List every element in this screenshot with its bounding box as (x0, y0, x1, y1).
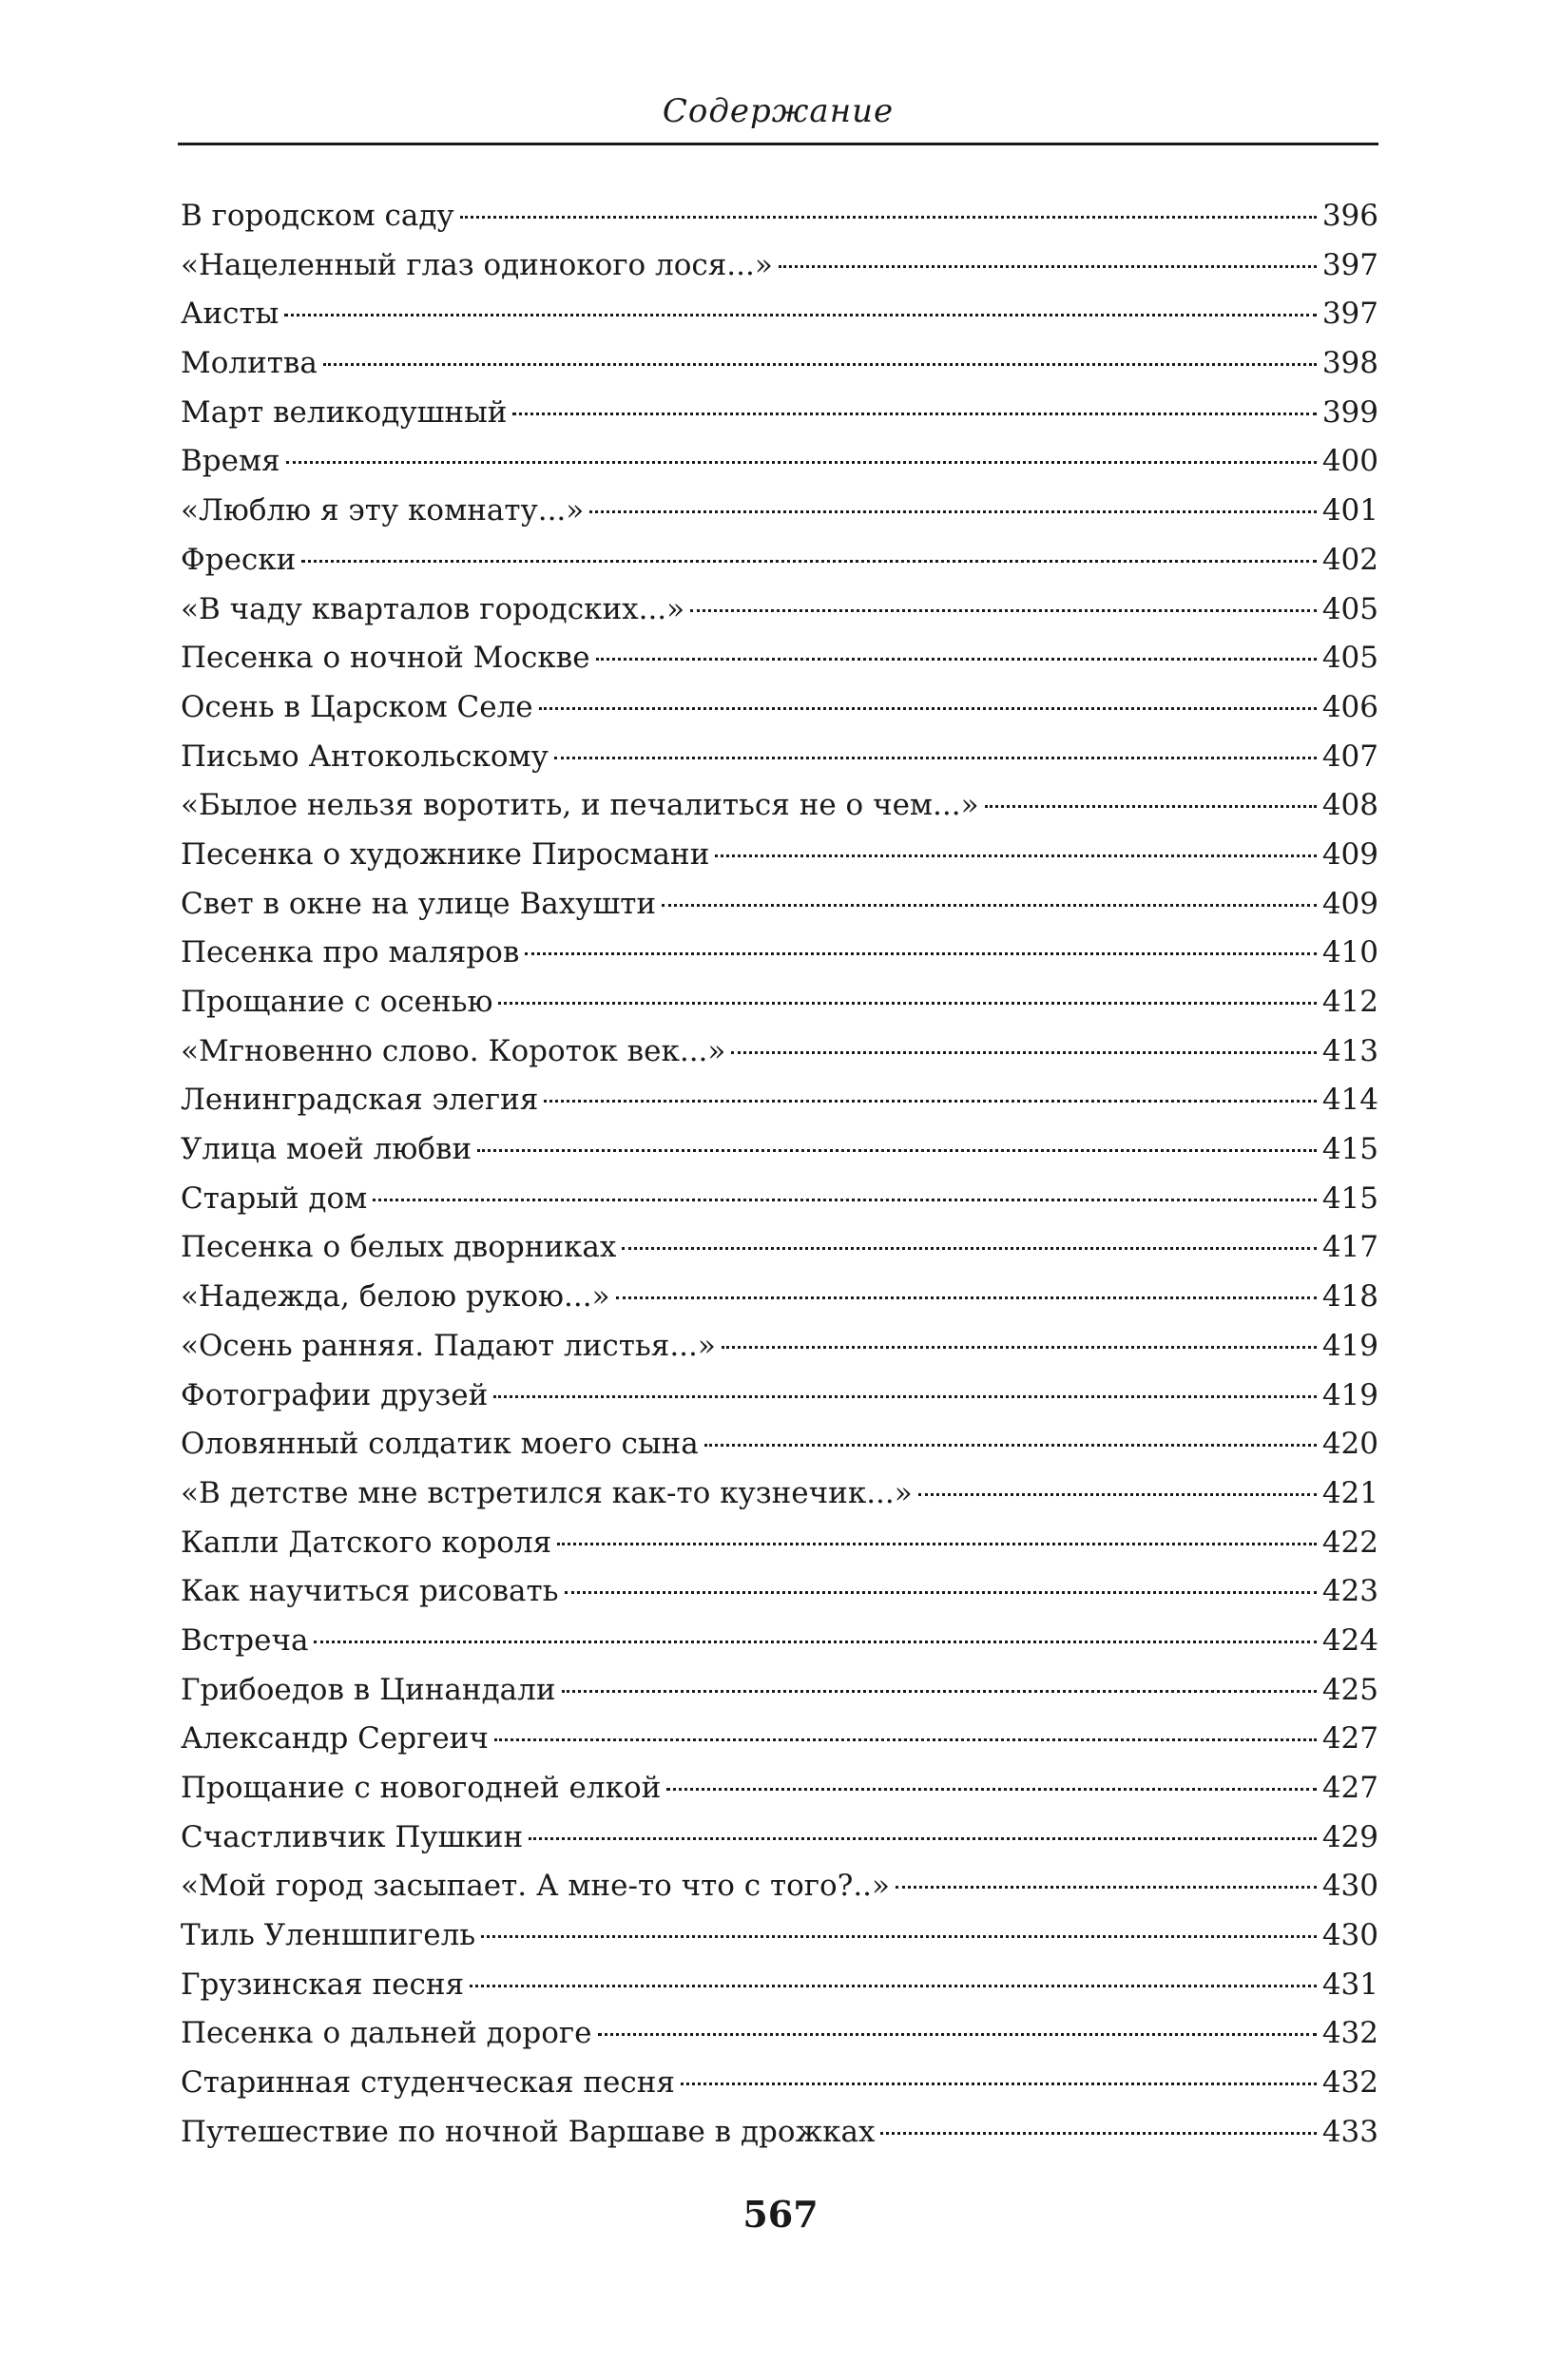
toc-entry-page: 422 (1321, 1525, 1378, 1560)
dot-leader (539, 707, 1317, 710)
header-rule (178, 143, 1378, 145)
toc-entry-page: 425 (1321, 1672, 1378, 1707)
toc-entry-title: Прощание с новогодней елкой (181, 1771, 662, 1805)
toc-entry-page: 427 (1321, 1721, 1378, 1756)
toc-entry-title: Тиль Уленшпигель (181, 1918, 476, 1953)
toc-entry-page: 401 (1321, 493, 1378, 528)
toc-entry-page: 408 (1321, 788, 1378, 823)
toc-entry (181, 831, 1378, 880)
page-number: 567 (742, 2193, 819, 2236)
toc-entry (181, 634, 1378, 683)
toc-entry-title: Молитва (181, 346, 318, 381)
toc-entry (181, 1469, 1378, 1519)
dot-leader (323, 363, 1317, 366)
toc-entry-page: 414 (1321, 1083, 1378, 1118)
toc-entry-page: 398 (1321, 346, 1378, 381)
dot-leader (662, 904, 1317, 907)
dot-leader (666, 1788, 1317, 1791)
toc-entry-title: «Люблю я эту комнату...» (181, 493, 585, 528)
dot-leader (722, 1346, 1317, 1349)
toc-entry (181, 1764, 1378, 1814)
dot-leader (985, 805, 1317, 808)
toc-entry-page: 415 (1321, 1180, 1378, 1216)
toc-entry-page: 430 (1321, 1918, 1378, 1953)
toc-entry-page: 410 (1321, 935, 1378, 970)
dot-leader (301, 560, 1317, 563)
toc-entry-title: Капли Датского короля (181, 1525, 552, 1560)
toc-entry (181, 339, 1378, 389)
toc-entry-page: 432 (1321, 2065, 1378, 2101)
toc-entry-page: 432 (1321, 2016, 1378, 2051)
toc-entry (181, 929, 1378, 978)
dot-leader (715, 854, 1316, 857)
toc-entry-page: 427 (1321, 1771, 1378, 1805)
toc-entry (181, 1961, 1378, 2010)
dot-leader (494, 1738, 1317, 1741)
toc-entry-page: 405 (1321, 641, 1378, 676)
toc-entry-page: 417 (1321, 1230, 1378, 1265)
toc-entry (181, 1911, 1378, 1961)
toc-entry-title: Фрески (181, 542, 297, 577)
toc-entry-title: Март великодушный (181, 394, 508, 430)
toc-entry-title: Фотографии друзей (181, 1377, 489, 1412)
dot-leader (460, 216, 1317, 219)
dot-leader (690, 609, 1317, 612)
dot-leader (565, 1591, 1317, 1594)
toc-entry-title: «Мгновенно слово. Короток век...» (181, 1033, 726, 1068)
toc-entry (181, 1076, 1378, 1125)
toc-entry-title: Прощание с осенью (181, 985, 493, 1019)
dot-leader (529, 1837, 1317, 1840)
dot-leader (557, 1543, 1317, 1545)
toc-entry-page: 430 (1321, 1869, 1378, 1904)
dot-leader (704, 1444, 1317, 1447)
toc-entry-page: 423 (1321, 1574, 1378, 1609)
toc-entry-title: Грузинская песня (181, 1967, 465, 2002)
toc-entry-page: 418 (1321, 1279, 1378, 1315)
toc-entry-title: «В чаду кварталов городских...» (181, 591, 685, 626)
toc-entry-title: Песенка о дальней дороге (181, 2016, 592, 2051)
toc-entry-title: Песенка о ночной Москве (181, 641, 590, 676)
toc-entry-title: Встреча (181, 1622, 309, 1658)
toc-entry (181, 437, 1378, 487)
toc-entry (181, 733, 1378, 782)
toc-entry-title: Свет в окне на улице Вахушти (181, 886, 657, 921)
dot-leader (512, 413, 1316, 415)
toc-entry-title: Александр Сергеич (181, 1721, 489, 1756)
dot-leader (616, 1296, 1317, 1299)
toc-entry (181, 2059, 1378, 2108)
toc-entry-page: 419 (1321, 1377, 1378, 1412)
toc-entry-page: 397 (1321, 297, 1378, 332)
toc-entry-page: 397 (1321, 247, 1378, 282)
dot-leader (284, 314, 1317, 317)
dot-leader (493, 1395, 1317, 1398)
toc-entry (181, 1322, 1378, 1372)
toc-entry-title: «Мой город засыпает. А мне-то что с того?..» (181, 1869, 890, 1904)
toc-entry-title: Аисты (181, 297, 279, 332)
toc-entry (181, 1223, 1378, 1273)
toc-entry-title: Ленинградская элегия (181, 1083, 539, 1118)
dot-leader (731, 1051, 1316, 1054)
toc-entry-page: 413 (1321, 1033, 1378, 1068)
dot-leader (622, 1247, 1316, 1250)
toc-entry-page: 399 (1321, 394, 1378, 430)
toc-entry (181, 389, 1378, 438)
dot-leader (481, 1935, 1317, 1938)
dot-leader (589, 510, 1317, 513)
toc-entry-page: 406 (1321, 689, 1378, 724)
toc-entry-page: 400 (1321, 444, 1378, 479)
toc-entry-title: Старинная студенческая песня (181, 2065, 675, 2101)
toc-entry (181, 2108, 1378, 2158)
toc-entry-page: 409 (1321, 836, 1378, 872)
toc-entry-page: 433 (1321, 2114, 1378, 2149)
toc-entry-page: 409 (1321, 886, 1378, 921)
toc-entry (181, 241, 1378, 291)
dot-leader (373, 1199, 1317, 1201)
toc-entry-title: Счастливчик Пушкин (181, 1819, 524, 1854)
toc-entry-title: «Осень ранняя. Падают листья...» (181, 1328, 716, 1363)
dot-leader (286, 461, 1317, 464)
dot-leader (314, 1641, 1316, 1643)
toc-entry (181, 536, 1378, 585)
toc-entry (181, 1666, 1378, 1716)
dot-leader (681, 2082, 1317, 2085)
dot-leader (525, 952, 1317, 955)
toc-entry-page: 405 (1321, 591, 1378, 626)
toc-entry (181, 683, 1378, 733)
toc-entry-title: Время (181, 444, 280, 479)
toc-entry-page: 415 (1321, 1132, 1378, 1167)
toc-entry-title: Грибоедов в Цинандали (181, 1672, 556, 1707)
toc-entry-title: Старый дом (181, 1180, 368, 1216)
toc-entry (181, 1567, 1378, 1617)
toc-entry-title: Путешествие по ночной Варшаве в дрожках (181, 2114, 876, 2149)
dot-leader (498, 1002, 1316, 1005)
dot-leader (562, 1690, 1317, 1693)
dot-leader (918, 1493, 1317, 1496)
toc-entry (181, 1273, 1378, 1322)
toc-entry-title: «Надежда, белою рукою...» (181, 1279, 610, 1315)
toc-entry-page: 412 (1321, 985, 1378, 1019)
toc-entry (181, 1862, 1378, 1911)
dot-leader (596, 658, 1317, 661)
running-header: Содержание (662, 92, 895, 130)
toc-entry (181, 1519, 1378, 1568)
toc-entry-title: Песенка о художнике Пиросмани (181, 836, 710, 872)
toc-entry-page: 402 (1321, 542, 1378, 577)
toc-entry-page: 420 (1321, 1427, 1378, 1462)
dot-leader (880, 2132, 1316, 2135)
toc-entry-page: 429 (1321, 1819, 1378, 1854)
toc-entry (181, 1125, 1378, 1175)
toc-entry-title: «В детстве мне встретился как-то кузнечик...» (181, 1475, 913, 1510)
toc-entry-title: В городском саду (181, 199, 454, 233)
dot-leader (896, 1886, 1317, 1889)
toc-entry (181, 1617, 1378, 1666)
toc-entry-title: Оловянный солдатик моего сына (181, 1427, 699, 1462)
dot-leader (779, 265, 1317, 268)
toc-entry (181, 880, 1378, 930)
toc-entry (181, 1420, 1378, 1469)
toc-entry-title: Песенка о белых дворниках (181, 1230, 617, 1265)
toc-entry (181, 781, 1378, 831)
dot-leader (544, 1100, 1316, 1103)
toc-entry (181, 487, 1378, 536)
toc-entry (181, 1372, 1378, 1421)
toc-entry-title: Письмо Антокольскому (181, 739, 549, 774)
toc-entry (181, 1715, 1378, 1764)
dot-leader (477, 1149, 1317, 1152)
dot-leader (554, 757, 1317, 759)
table-of-contents (181, 192, 1378, 2158)
toc-entry (181, 1814, 1378, 1863)
toc-entry-page: 424 (1321, 1622, 1378, 1658)
toc-entry-title: Осень в Царском Селе (181, 689, 533, 724)
dot-leader (470, 1985, 1317, 1987)
toc-entry (181, 192, 1378, 241)
toc-entry-page: 421 (1321, 1475, 1378, 1510)
toc-entry-title: Как научиться рисовать (181, 1574, 559, 1609)
toc-entry-title: «Нацеленный глаз одинокого лося...» (181, 247, 773, 282)
dot-leader (598, 2033, 1317, 2036)
toc-entry-page: 396 (1321, 199, 1378, 233)
toc-entry (181, 2009, 1378, 2059)
toc-entry (181, 585, 1378, 635)
toc-entry (181, 978, 1378, 1027)
toc-entry (181, 290, 1378, 339)
toc-entry-page: 407 (1321, 739, 1378, 774)
toc-entry (181, 1175, 1378, 1224)
toc-entry-page: 431 (1321, 1967, 1378, 2002)
toc-entry-page: 419 (1321, 1328, 1378, 1363)
toc-entry-title: Улица моей любви (181, 1132, 472, 1167)
toc-entry-title: «Былое нельзя воротить, и печалиться не о чем...» (181, 788, 979, 823)
toc-entry (181, 1027, 1378, 1077)
toc-entry-title: Песенка про маляров (181, 935, 520, 970)
